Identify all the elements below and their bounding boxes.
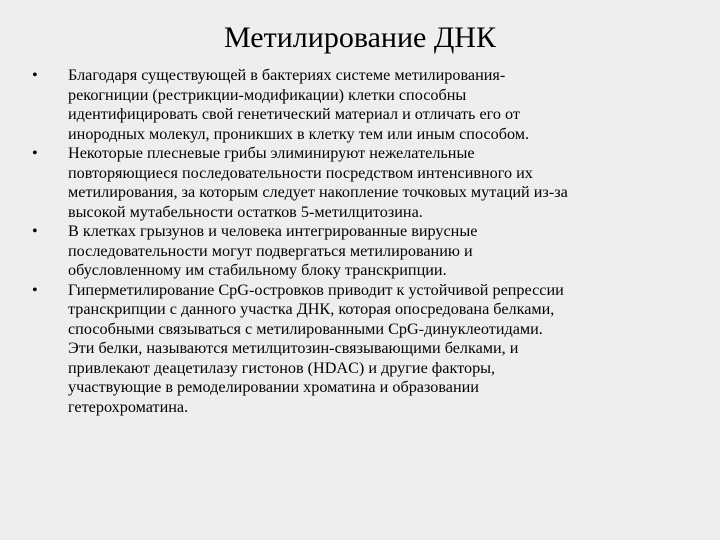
bullet-2-line-3: метилирования, за которым следует накопление точковых мутаций из-за (68, 183, 568, 201)
bullet-4-line-7: гетерохроматина. (68, 397, 189, 416)
bullet-4-line-1: Гиперметилирование CpG-островков приводит к устойчивой репрессии (68, 280, 564, 299)
bullet-3-line-3: обусловленному им стабильному блоку транскрипции. (68, 261, 447, 279)
bullet-4-line-6: участвующие в ремоделировании хроматина и образовании (68, 378, 479, 396)
bullet-marker: • (32, 66, 38, 84)
bullet-marker: • (32, 222, 38, 240)
bullet-1-line-2: рекогниции (рестрикции-модификации) клетки способны (68, 85, 467, 104)
bullet-3-line-1: В клетках грызунов и человека интегрированные вирусные (68, 222, 478, 240)
bullet-marker: • (32, 280, 38, 299)
bullet-3-line-2: последовательности могут подвергаться метилированию и (68, 241, 473, 260)
bullet-4-line-2: транскрипции с данного участка ДНК, которая опосредована белками, (68, 300, 555, 318)
bullet-4-line-3: способными связываться с метилированными CpG-динуклеотидами. (68, 319, 543, 338)
bullet-marker: • (32, 144, 38, 162)
slide-title: Метилирование ДНК (224, 21, 496, 54)
bullet-item-1 (32, 66, 700, 144)
bullet-list (32, 66, 700, 417)
bullet-2-line-4: высокой мутабельности остатков 5-метилцитозина. (68, 202, 423, 221)
bullet-1-line-1: Благодаря существующей в бактериях системе метилирования- (68, 66, 506, 84)
bullet-1-line-4: инородных молекул, проникших в клетку тем или иным способом. (68, 124, 530, 143)
bullet-4-line-4: Эти белки, называются метилцитозин-связывающими белками, и (68, 339, 519, 357)
bullet-2-line-2: повторяющиеся последовательности посредством интенсивного их (68, 163, 533, 182)
bullet-item-4 (32, 281, 700, 418)
bullet-item-2 (32, 144, 700, 222)
bullet-item-3 (32, 222, 700, 281)
bullet-4-line-5: привлекают деацетилазу гистонов (HDAC) и другие факторы, (68, 358, 496, 377)
bullet-1-line-3: идентифицировать свой генетический материал и отличать его от (68, 105, 521, 123)
bullet-2-line-1: Некоторые плесневые грибы элиминируют нежелательные (68, 144, 475, 162)
